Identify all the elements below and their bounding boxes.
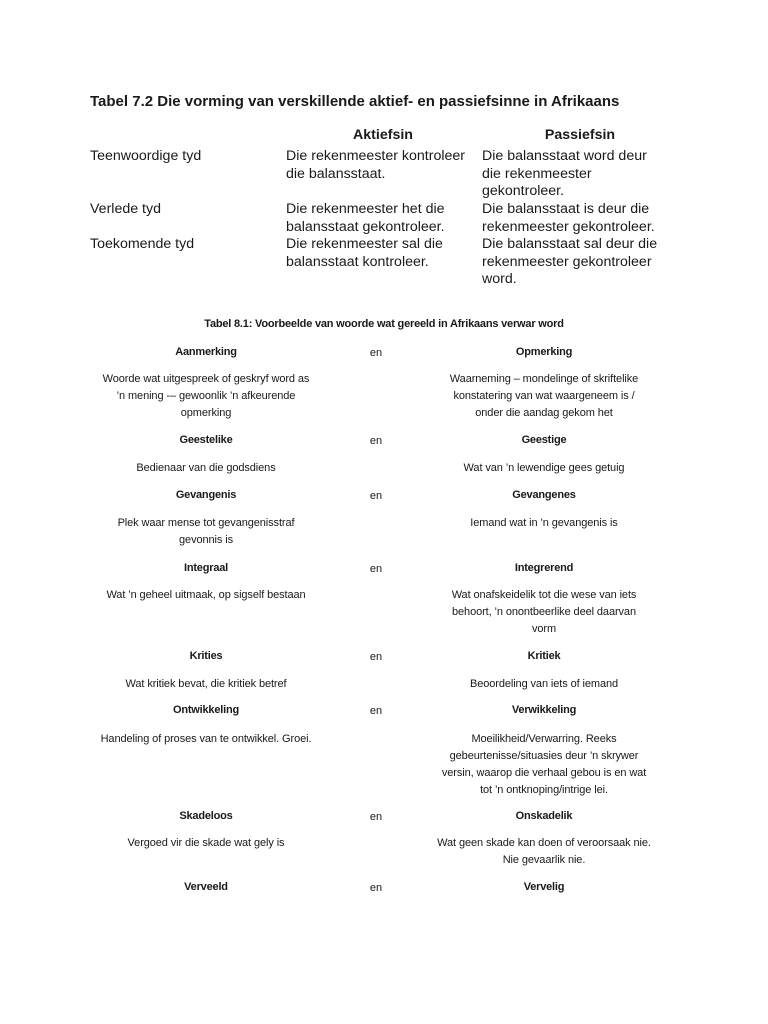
table72-header-passive: Passiefsin	[544, 127, 616, 143]
table72-active-cell	[286, 201, 445, 236]
table81-right-word: Gevangenes	[512, 489, 576, 501]
table81-right-definition	[420, 371, 668, 422]
table72-passive-cell	[482, 201, 655, 236]
table81-left-word: Krities	[189, 650, 223, 662]
table81-left-definition	[86, 676, 326, 693]
table81-connector: en	[369, 435, 383, 447]
table81-right-word: Integrerend	[514, 562, 574, 574]
definition-line: Moeilikheid/Verwarring. Reeks	[471, 733, 617, 745]
definition-line: tot ’n ontknoping/intrige lei.	[480, 784, 608, 796]
table72-title: Tabel 7.2 Die vorming van verskillende aktief- en passiefsinne in Afrikaans	[90, 93, 620, 110]
table81-left-definition	[86, 587, 326, 604]
table81-left-word: Aanmerking	[175, 346, 237, 358]
table81-right-definition	[420, 835, 668, 869]
table72-passive-cell	[482, 236, 657, 289]
table81-left-word: Ontwikkeling	[172, 704, 240, 716]
definition-line: Waarneming – mondelinge of skriftelike	[449, 373, 639, 385]
table81-left-definition	[86, 515, 326, 549]
definition-line: Wat geen skade kan doen of veroorsaak nie.	[437, 837, 651, 849]
table81-left-definition	[86, 460, 326, 477]
table81-connector: en	[369, 490, 383, 502]
table81-left-word: Skadeloos	[179, 810, 233, 822]
table72-line: Die rekenmeester sal die	[286, 236, 443, 252]
table81-connector: en	[369, 705, 383, 717]
table81-connector: en	[369, 811, 383, 823]
table81-right-word: Vervelig	[523, 881, 565, 893]
definition-line: Vergoed vir die skade wat gely is	[127, 837, 285, 849]
table72-line: Die balansstaat sal deur die	[482, 236, 658, 252]
table81-right-word: Geestige	[521, 434, 567, 446]
table72-line: die balansstaat.	[286, 165, 386, 182]
table81-right-definition	[420, 587, 668, 638]
table81-left-word: Gevangenis	[175, 489, 237, 501]
definition-line: Wat kritiek bevat, die kritiek betref	[125, 678, 287, 690]
table81-connector: en	[369, 347, 383, 359]
table81-left-word: Geestelike	[179, 434, 233, 446]
table72-line: rekenmeester gekontroleer	[482, 253, 652, 270]
table72-line: gekontroleer.	[482, 183, 565, 199]
table72-tense: Toekomende tyd	[90, 236, 195, 252]
table72-line: word.	[482, 271, 517, 287]
table72-line: balansstaat gekontroleer.	[286, 218, 445, 235]
table81-left-definition	[86, 731, 326, 748]
table72-line: die rekenmeester	[482, 165, 592, 182]
definition-line: versin, waarop die verhaal gebou is en wat	[441, 767, 647, 779]
table72-line: Die rekenmeester kontroleer	[286, 148, 465, 164]
table81-left-word: Verveeld	[184, 881, 228, 893]
definition-line: Woorde wat uitgespreek of geskryf word as	[102, 373, 310, 385]
table72-active-cell	[286, 148, 465, 183]
table72-line: rekenmeester gekontroleer.	[482, 218, 655, 235]
definition-line: vorm	[531, 623, 557, 635]
definition-line: Wat onafskeidelik tot die wese van iets	[451, 589, 637, 601]
definition-line: ’n mening -– gewoonlik ’n afkeurende	[116, 390, 296, 402]
table81-title: Tabel 8.1: Voorbeelde van woorde wat gereeld in Afrikaans verwar word	[204, 318, 564, 330]
table81-left-word: Integraal	[183, 562, 229, 574]
definition-line: konstatering van wat waargeneem is /	[453, 390, 635, 402]
table72-line: Die balansstaat is deur die	[482, 201, 650, 217]
table81-left-definition	[86, 835, 326, 852]
table81-connector: en	[369, 882, 383, 894]
definition-line: gebeurtenisse/situasies deur ’n skrywer	[449, 750, 639, 762]
table72-passive-cell	[482, 148, 647, 201]
definition-line: Bedienaar van die godsdiens	[136, 462, 276, 474]
table81-connector: en	[369, 651, 383, 663]
table72-header-active: Aktiefsin	[353, 127, 413, 143]
definition-line: Iemand wat in ’n gevangenis is	[470, 517, 618, 529]
table81-right-definition	[420, 515, 668, 532]
table72-line: Die balansstaat word deur	[482, 148, 647, 164]
table81-right-definition	[420, 731, 668, 799]
definition-line: gevonnis is	[179, 534, 233, 546]
table72-active-cell	[286, 236, 443, 271]
definition-line: Wat van ’n lewendige gees getuig	[463, 462, 625, 474]
definition-line: onder die aandag gekom het	[475, 407, 613, 419]
table72-tense: Verlede tyd	[90, 201, 161, 217]
table81-connector: en	[369, 563, 383, 575]
definition-line: Handeling of proses van te ontwikkel. Groei.	[100, 733, 312, 745]
table72-line: Die rekenmeester het die	[286, 201, 445, 217]
definition-line: opmerking	[180, 407, 232, 419]
definition-line: Nie gevaarlik nie.	[502, 854, 586, 866]
table81-right-definition	[420, 676, 668, 693]
table72-line: balansstaat kontroleer.	[286, 253, 429, 270]
table72-tense: Teenwoordige tyd	[90, 148, 202, 164]
table81-right-word: Verwikkeling	[511, 704, 577, 716]
table81-right-word: Kritiek	[527, 650, 561, 662]
table81-right-word: Opmerking	[515, 346, 573, 358]
definition-line: Beoordeling van iets of iemand	[469, 678, 619, 690]
table81-right-word: Onskadelik	[515, 810, 573, 822]
table81-right-definition	[420, 460, 668, 477]
definition-line: Plek waar mense tot gevangenisstraf	[117, 517, 295, 529]
definition-line: Wat ’n geheel uitmaak, op sigself bestaan	[106, 589, 306, 601]
table81-left-definition	[86, 371, 326, 422]
definition-line: behoort, ’n onontbeerlike deel daarvan	[452, 606, 636, 618]
